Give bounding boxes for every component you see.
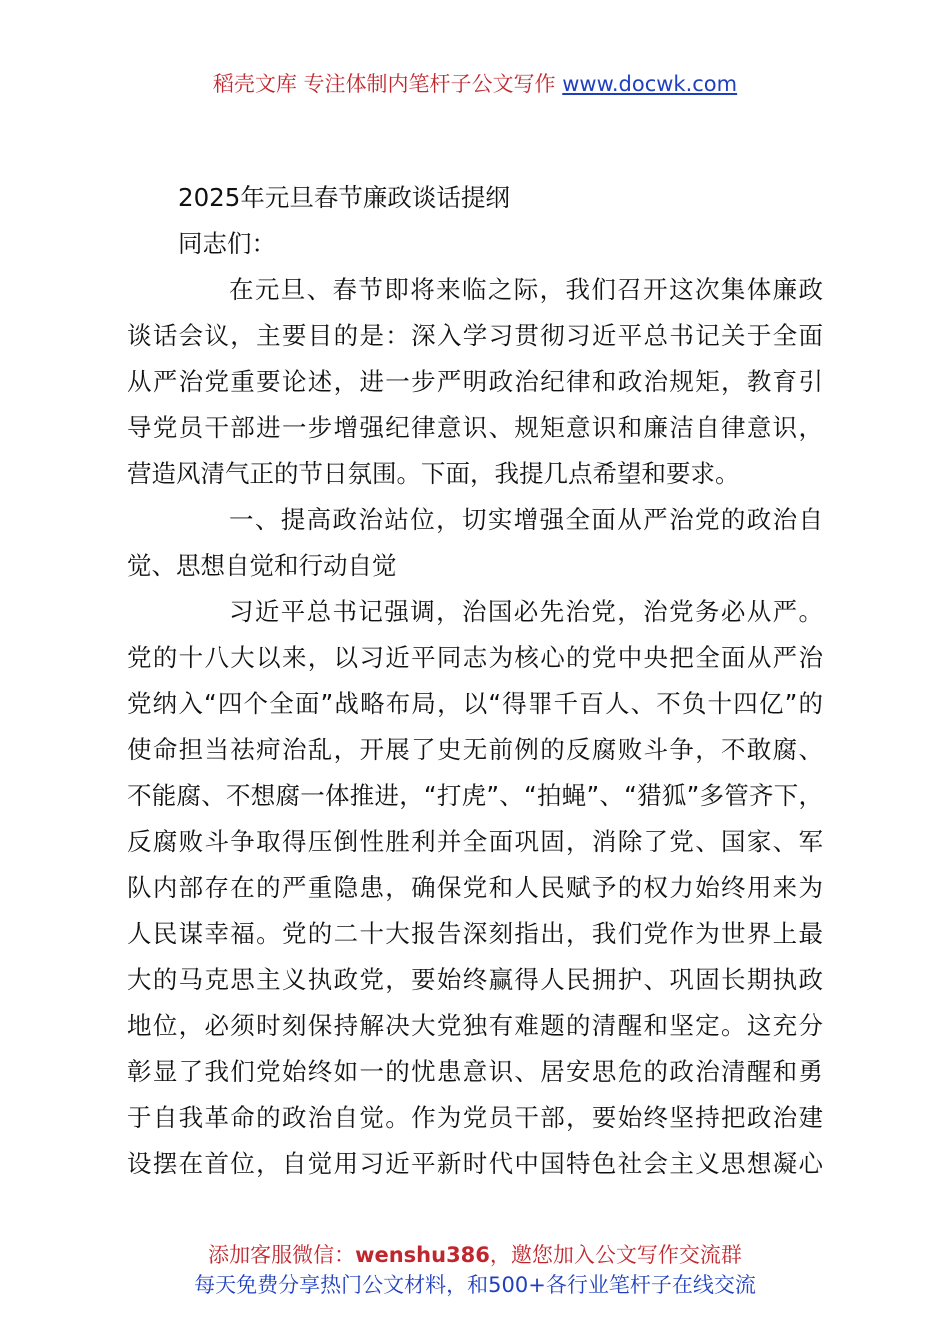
text-line: 队内部存在的严重隐患，确保党和人民赋予的权力始终用来为 — [127, 873, 823, 902]
text-line: 习近平总书记强调，治国必先治党，治党务必从严。 — [229, 597, 823, 626]
text-line: 设摆在首位，自觉用习近平新时代中国特色社会主义思想凝心 — [127, 1149, 823, 1178]
text-line: 导党员干部进一步增强纪律意识、规矩意识和廉洁自律意识， — [127, 413, 823, 442]
text-line: 彰显了我们党始终如一的忧患意识、居安思危的政治清醒和勇 — [127, 1057, 823, 1086]
header-url-link[interactable]: www.docwk.com — [562, 72, 738, 96]
paragraph-intro — [127, 267, 823, 497]
text-line: 觉、思想自觉和行动自觉 — [127, 551, 397, 580]
text-line: 地位，必须时刻保持解决大党独有难题的清醒和坚定。这充分 — [127, 1011, 823, 1040]
section-heading-1 — [127, 497, 823, 589]
text-line: 大的马克思主义执政党，要始终赢得人民拥护、巩固长期执政 — [127, 965, 823, 994]
footer-wechat-id: wenshu386 — [355, 1243, 490, 1267]
text-line: 反腐败斗争取得压倒性胜利并全面巩固，消除了党、国家、军 — [127, 827, 823, 856]
text-line: 从严治党重要论述，进一步严明政治纪律和政治规矩，教育引 — [127, 367, 823, 396]
text-line: 党的十八大以来，以习近平同志为核心的党中央把全面从严治 — [127, 643, 823, 672]
footer-contact — [0, 1240, 950, 1270]
salutation: 同志们： — [178, 229, 276, 258]
paragraph-section-1 — [127, 589, 823, 1187]
text-line: 谈话会议，主要目的是：深入学习贯彻习近平总书记关于全面 — [127, 321, 823, 350]
text-line: 于自我革命的政治自觉。作为党员干部，要始终坚持把政治建 — [127, 1103, 823, 1132]
document-title: 2025年元旦春节廉政谈话提纲 — [178, 183, 510, 212]
header-brand: 稻壳文库 专注体制内笔杆子公文写作 — [212, 72, 556, 96]
text-line: 营造风清气正的节日氛围。下面，我提几点希望和要求。 — [127, 459, 740, 488]
document-body — [127, 175, 823, 1187]
footer-prefix: 添加客服微信： — [208, 1243, 356, 1267]
text-line: 在元旦、春节即将来临之际，我们召开这次集体廉政 — [229, 275, 823, 304]
footer-promo: 每天免费分享热门公文材料，和500+各行业笔杆子在线交流 — [194, 1273, 756, 1297]
footer-suffix: ，邀您加入公文写作交流群 — [489, 1243, 742, 1267]
text-line: 不能腐、不想腐一体推进，“打虎”、“拍蝇”、“猎狐”多管齐下， — [127, 781, 823, 810]
text-line: 人民谋幸福。党的二十大报告深刻指出，我们党作为世界上最 — [127, 919, 823, 948]
text-line: 一、提高政治站位，切实增强全面从严治党的政治自 — [229, 505, 823, 534]
text-line: 使命担当祛疴治乱，开展了史无前例的反腐败斗争，不敢腐、 — [127, 735, 823, 764]
page-header — [0, 70, 950, 98]
text-line: 党纳入“四个全面”战略布局，以“得罪千百人、不负十四亿”的 — [127, 689, 823, 718]
